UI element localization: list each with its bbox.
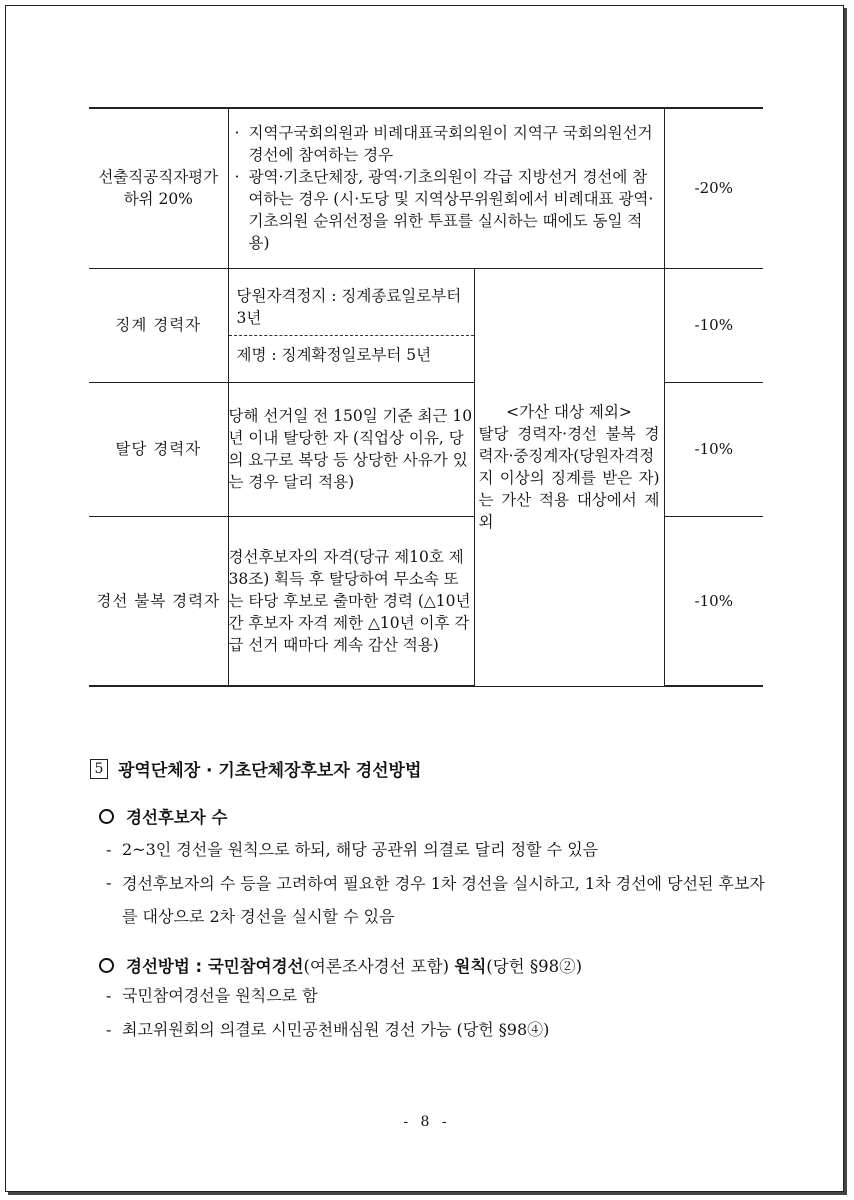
list-item: - 경선후보자의 수 등을 고려하여 필요한 경우 1차 경선을 실시하고, 1차 경선에 당선된 후보자를 대상으로 2차 경선을 실시할 수 있음 (106, 873, 765, 926)
table-row (89, 108, 763, 268)
subsection-heading: 경선방법 : 국민참여경선(여론조사경선 포함) 원칙(당헌 §98②) (99, 953, 582, 977)
exclusion-cell (474, 268, 664, 686)
description-cell: 경선후보자의 자격(당규 제10호 제38조) 획득 후 탈당하여 무소속 또는 타당 후보로 출마한 경력 (△10년간 후보자 자격 제한 △10년 이후 각급 선거 때마다 계속 감산 적용) (228, 516, 474, 686)
penalty-value: -10% (664, 382, 763, 516)
description-cell (228, 268, 474, 382)
subsection-title: 경선후보자 수 (126, 808, 228, 827)
section-number: 5 (90, 759, 108, 779)
category-cell: 경선 불복 경력자 (89, 516, 228, 686)
category-cell: 탈당 경력자 (89, 382, 228, 516)
category-cell (89, 108, 228, 268)
description-text: 당원자격정지 : 징계종료일로부터 3년 (229, 285, 474, 336)
description-cell (228, 108, 664, 268)
exclusion-title: <가산 대상 제외> (506, 402, 632, 421)
penalty-table (89, 107, 763, 687)
section-heading (90, 756, 421, 781)
penalty-value: -10% (664, 268, 763, 382)
category-line: 하위 20% (123, 190, 193, 209)
penalty-value: -10% (664, 516, 763, 686)
circle-bullet-icon (99, 809, 114, 824)
circle-bullet-icon (99, 958, 114, 973)
category-cell: 징계 경력자 (89, 268, 228, 382)
category-line: 선출직공직자평가 (98, 168, 219, 187)
list-item: - 최고위원회의 의결로 시민공천배심원 경선 가능 (당헌 §98④) (106, 1020, 550, 1039)
description-cell: 당해 선거일 전 150일 기준 최근 10년 이내 탈당한 자 (직업상 이유, 당의 요구로 복당 등 상당한 사유가 있는 경우 달리 적용) (228, 382, 474, 516)
description-text: 제명 : 징계확정일로부터 5년 (236, 345, 432, 364)
penalty-value: -20% (664, 108, 763, 268)
subsection-title: 경선방법 : 국민참여경선 (126, 957, 304, 976)
subsection-heading (99, 804, 227, 828)
list-item: - 2~3인 경선을 원칙으로 하되, 해당 공관위 의결로 달리 정할 수 있음 (106, 840, 599, 859)
list-item: - 국민참여경선을 원칙으로 함 (106, 986, 318, 1005)
exclusion-text: 탈당 경력자·경선 불복 경력자·중징계자(당원자격정지 이상의 징계를 받은 자)는 가산 적용 대상에서 제외 (478, 424, 660, 531)
section-title: 광역단체장 · 기초단체장후보자 경선방법 (118, 761, 422, 781)
list-item: · 광역·기초단체장, 광역·기초의원이 각급 지방선거 경선에 참여하는 경우 (시·도당 및 지역상무위원회에서 비례대표 광역·기초의원 순위선정을 위한 투표를 실시하는 때에도 동일 적용) (234, 168, 654, 253)
list-item: · 지역구국회의원과 비례대표국회의원이 지역구 국회의원선거 경선에 참여하는 경우 (234, 124, 653, 165)
table-row (89, 268, 763, 382)
page-number: - 8 - (403, 1114, 451, 1130)
